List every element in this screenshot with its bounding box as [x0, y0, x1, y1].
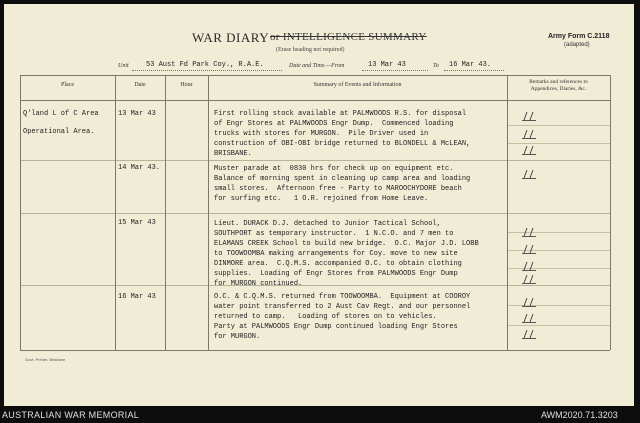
entry-line: for MURGON.: [214, 333, 261, 341]
summary-remarks-divider: [507, 75, 508, 350]
entry-line: for surfing etc. 1 O.R. rejoined from Home Leave.: [214, 195, 429, 203]
entry-date: 16 Mar 43: [118, 293, 156, 301]
entry-divider: [20, 213, 610, 214]
entry-date: 14 Mar 43.: [118, 164, 161, 172]
entry-line: construction of OBI-OBI bridge returned to BLONDELL & McLEAN,: [214, 140, 471, 148]
erase-note: (Erase heading not required): [276, 47, 345, 53]
entry-line: to TOOWOOMBA making arrangements for Coy. move to new site: [214, 250, 458, 258]
entry-line: Lieut. DURACK D.J. detached to Junior Tactical School,: [214, 220, 441, 228]
entry-line: Muster parade at 0830 hrs for check up on equipment etc.: [214, 165, 454, 173]
struck-heading: or INTELLIGENCE SUMMARY: [270, 31, 427, 43]
printer-imprint: Govt. Printer, Brisbane: [25, 357, 66, 362]
entry-line: small stores. Afternoon free - Party to MAROOCHYDORE beach: [214, 185, 462, 193]
from-date: 13 Mar 43: [368, 61, 406, 69]
archive-accession-number: AWM2020.71.3203: [541, 410, 618, 420]
hour-summary-divider: [208, 75, 209, 350]
table-bottom-border: [20, 350, 610, 351]
entry-line: SOUTHPORT as temporary instructor. 1 N.C.O. and 7 men to: [214, 230, 454, 238]
initials-mark: [522, 275, 536, 284]
table-top-border: [20, 75, 610, 76]
unit-label: Unit: [118, 63, 129, 69]
form-title: WAR DIARY: [192, 30, 270, 45]
adapted-note: (adapted): [564, 42, 590, 48]
initials-mark: [522, 298, 536, 307]
entry-line: trucks with stores for MURGON. Pile Driver used in: [214, 130, 429, 138]
col-header-summary: Summary of Events and Information: [313, 82, 402, 88]
entry-line: returned to camp. Loading of stores on to vehicles.: [214, 313, 437, 321]
col-header-remarks: Remarks and references to: [529, 79, 588, 85]
entry-line: of Engr Stores at PALMWOODS Engr Dump. Commenced loading: [214, 120, 454, 128]
initials-mark: [522, 228, 536, 237]
entry-line: Balance of morning spent in cleaning up camp area and loading: [214, 175, 471, 183]
place-line-1: Q'land L of C Area: [23, 110, 99, 118]
date-hour-divider: [165, 75, 166, 350]
entry-line: DINMORE area. C.Q.M.S. accompanied O.C. to obtain clothing: [214, 260, 462, 268]
archive-credit: AUSTRALIAN WAR MEMORIAL: [2, 410, 140, 420]
col-header-date: Date: [134, 82, 146, 88]
table-left-border: [20, 75, 21, 350]
initials-mark: [522, 112, 536, 121]
entry-line: Party at PALMWOODS Engr Dump continued loading Engr Stores: [214, 323, 458, 331]
to-label: To: [433, 63, 439, 69]
date-time-label: Date and Time.—From: [289, 63, 345, 69]
entry-line: ELAMANS CREEK School to build new bridge. O.C. Major J.D. LOBB: [214, 240, 479, 248]
entry-date: 15 Mar 43: [118, 219, 156, 227]
place-line-2: Operational Area.: [23, 128, 95, 136]
entry-line: BRISBANE.: [214, 150, 252, 158]
col-header-remarks-line2: Appendices, Diaries, &c.: [530, 86, 587, 92]
remarks-rule: [507, 325, 610, 326]
army-form-number: Army Form C.2118: [548, 33, 610, 40]
initials-mark: [522, 170, 536, 179]
from-dotted-line: [362, 70, 428, 71]
entry-line: O.C. & C.Q.M.S. returned from TOOWOOMBA. Equipment at COOROY: [214, 293, 471, 301]
place-date-divider: [115, 75, 116, 350]
unit-value: 53 Aust Fd Park Coy., R.A.E.: [146, 61, 264, 69]
to-date: 16 Mar 43.: [449, 61, 492, 69]
header-bottom-border: [20, 100, 610, 101]
initials-mark: [522, 130, 536, 139]
entry-line: water point transferred to 2 Aust Cav Regt. and our personnel: [214, 303, 471, 311]
to-dotted-line: [444, 70, 504, 71]
col-header-hour: Hour: [180, 82, 193, 88]
remarks-rule: [507, 125, 610, 126]
entry-line: supplies. Loading of Engr Stores from PALMWOODS Engr Dump: [214, 270, 458, 278]
initials-mark: [522, 146, 536, 155]
table-right-border: [610, 75, 611, 350]
entry-line: First rolling stock available at PALMWOODS R.S. for disposal: [214, 110, 467, 118]
remarks-rule: [507, 143, 610, 144]
initials-mark: [522, 330, 536, 339]
initials-mark: [522, 245, 536, 254]
initials-mark: [522, 262, 536, 271]
col-header-place: Place: [61, 82, 74, 88]
entry-divider: [20, 160, 610, 161]
entry-divider: [20, 285, 610, 286]
initials-mark: [522, 314, 536, 323]
entry-date: 13 Mar 43: [118, 110, 156, 118]
unit-dotted-line: [132, 70, 282, 71]
entry-line: for MURGON continued.: [214, 280, 303, 288]
